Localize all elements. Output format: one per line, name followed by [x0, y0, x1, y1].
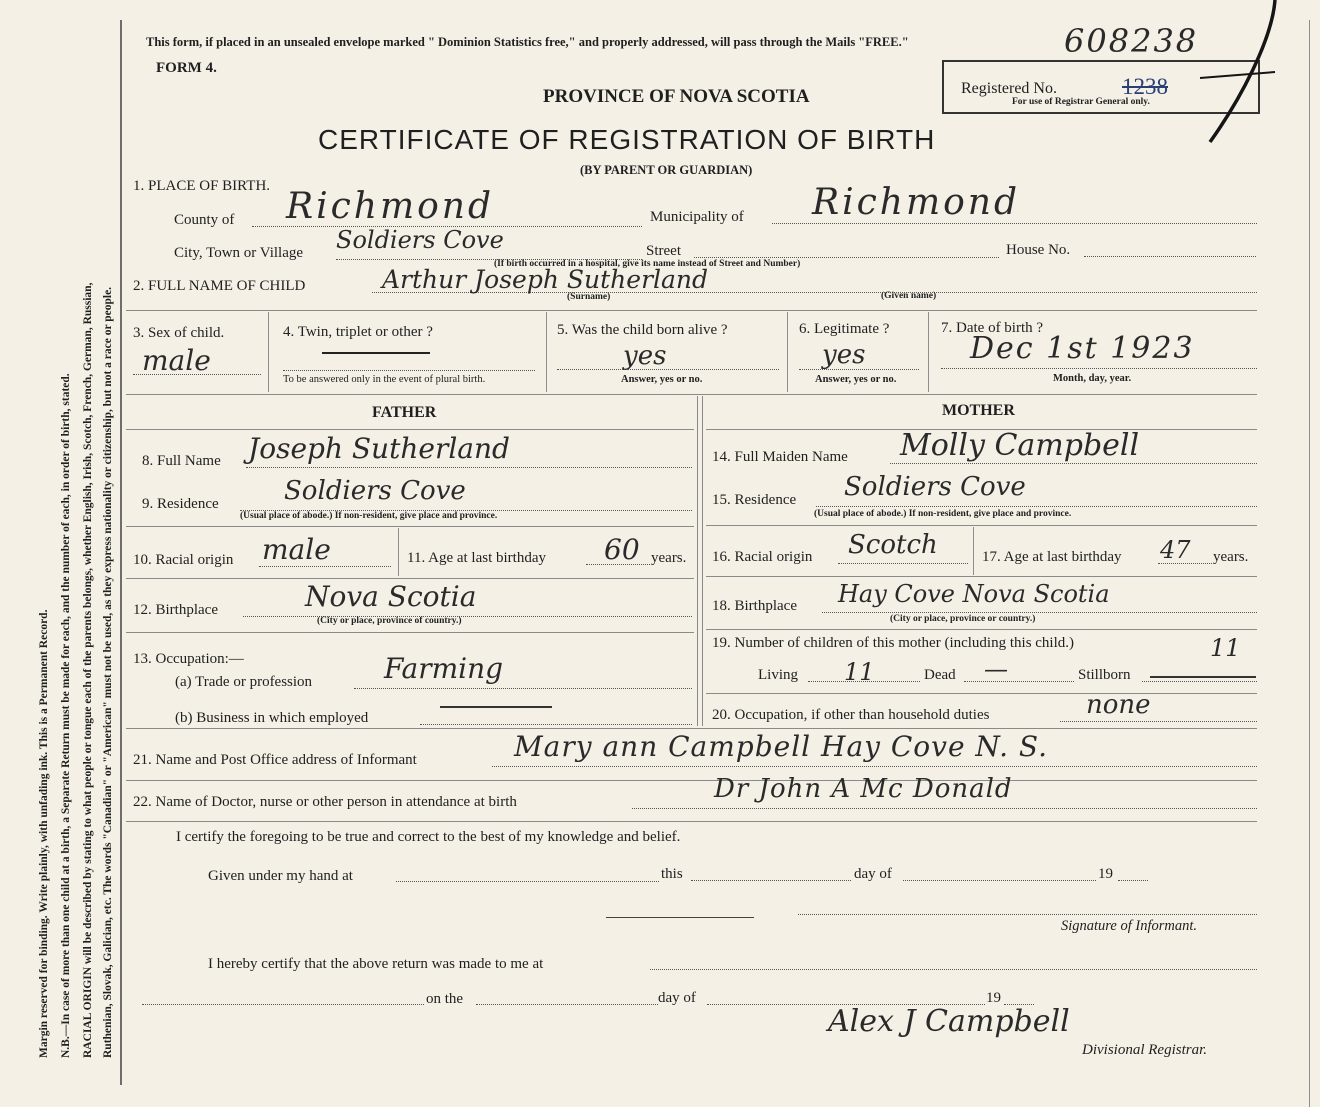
given-year-line [1118, 880, 1148, 881]
father-business-line [420, 724, 692, 725]
mother-residence-line [816, 506, 1257, 507]
mother-dead-label: Dead [924, 667, 956, 683]
street-note: (If birth occurred in a hospital, give its name instead of Street and Number) [494, 259, 801, 269]
mother-racial-value: Scotch [848, 530, 938, 560]
handwritten-number: 608238 [1064, 22, 1199, 60]
form-number: FORM 4. [156, 60, 217, 76]
on-year-label: 19 [986, 990, 1001, 1006]
margin-note-racial-origin-cont: Ruthenian, Slovak, Galician, etc. The words "Canadian" or "American" must not be used, as they express nationality or citizenship, but not a race or people. [102, 286, 114, 1058]
father-name-label: 8. Full Name [142, 453, 221, 469]
doctor-label: 22. Name of Doctor, nurse or other person in attendance at birth [133, 794, 517, 810]
twin-note: To be answered only in the event of plural birth. [283, 374, 486, 385]
mother-children-total: 11 [1210, 634, 1241, 662]
on-day-of-label: day of [658, 990, 696, 1006]
father-residence-value: Soldiers Cove [284, 476, 466, 506]
house-line [1084, 256, 1256, 257]
rule-2 [126, 394, 1257, 395]
given-day-line [903, 880, 1096, 881]
mother-racial-line [838, 563, 968, 564]
mother-age-label: 17. Age at last birthday [982, 549, 1122, 565]
place-of-birth-label: 1. PLACE OF BIRTH. [133, 178, 271, 194]
street-label: Street [646, 243, 681, 259]
given-year-label: 19 [1098, 866, 1113, 882]
mother-residence-note: (Usual place of abode.) If non-resident, give place and province. [814, 509, 1072, 519]
rule-4 [126, 780, 1257, 781]
twin-value-stroke [322, 352, 430, 354]
father-trade-line [354, 688, 692, 689]
father-occupation-label: 13. Occupation:— [133, 651, 244, 667]
mother-years: years. [1213, 549, 1249, 565]
margin-note-racial-origin: RACIAL ORIGIN will be described by stating to what people or tongue each of the parents belongs, whether English, Irish, Scotch, French, German, Russian, [82, 282, 94, 1058]
alive-value: yes [623, 341, 667, 371]
mother-living-label: Living [758, 667, 798, 683]
father-trade-value: Farming [384, 652, 504, 685]
sex-label: 3. Sex of child. [133, 325, 225, 341]
registered-value: 1238 [1122, 74, 1168, 99]
rule-f3 [126, 632, 694, 633]
legitimate-value: yes [822, 340, 866, 370]
mother-residence-value: Soldiers Cove [844, 472, 1026, 502]
margin-note-binding: Margin reserved for binding. Write plainly, with unfading ink. This is a Permanent Record. [38, 609, 50, 1058]
mother-name-label: 14. Full Maiden Name [712, 449, 848, 465]
alive-line [557, 369, 779, 370]
father-residence-label: 9. Residence [142, 496, 219, 512]
dob-line [941, 368, 1257, 369]
registrar-note: For use of Registrar General only. [1012, 97, 1150, 107]
father-age-label: 11. Age at last birthday [407, 550, 546, 566]
given-this-label: this [661, 866, 683, 882]
right-border-line [1309, 20, 1310, 1107]
margin-note-multiple-births: N.B.—In case of more than one child at a birth, a Separate Return must be made for each, and the number of each, in order of birth, stated. [60, 373, 72, 1058]
mother-occupation-label: 20. Occupation, if other than household duties [712, 707, 990, 723]
informant-label: 21. Name and Post Office address of Informant [133, 752, 417, 768]
divisional-registrar-label: Divisional Registrar. [1082, 1042, 1208, 1058]
twin-label: 4. Twin, triplet or other ? [283, 324, 433, 340]
informant-value: Mary ann Campbell Hay Cove N. S. [514, 730, 1049, 763]
mother-racial-label: 16. Racial origin [712, 549, 813, 565]
father-racial-line [259, 566, 391, 567]
registered-label: Registered No. [961, 80, 1057, 97]
mother-occupation-line [1060, 721, 1257, 722]
parent-divider [697, 396, 703, 726]
father-trade-label: (a) Trade or profession [175, 674, 313, 690]
mother-residence-label: 15. Residence [712, 492, 797, 508]
certify-statement: I certify the foregoing to be true and correct to the best of my knowledge and belief. [176, 829, 681, 845]
dob-value: Dec 1st 1923 [970, 331, 1195, 366]
mother-stillborn-stroke [1150, 676, 1256, 678]
father-birthplace-line [243, 616, 692, 617]
registrar-signature: Alex J Campbell [828, 1004, 1070, 1039]
rule-3 [126, 728, 1257, 729]
rule-f1 [126, 526, 694, 527]
dob-label: 7. Date of birth ? [941, 320, 1044, 336]
informant-line [492, 766, 1257, 767]
street-line [694, 257, 999, 258]
mother-heading: MOTHER [942, 402, 1015, 419]
vdiv-4 [928, 312, 929, 392]
father-residence-note: (Usual place of abode.) If non-resident, give place and province. [240, 511, 498, 521]
given-place-line [396, 881, 659, 882]
rule-father-head [126, 429, 694, 430]
rule-m1 [706, 525, 1257, 526]
doctor-line [632, 808, 1257, 809]
given-this-line [691, 880, 851, 881]
county-value: Richmond [286, 186, 495, 227]
municipality-label: Municipality of [650, 209, 744, 225]
father-racial-value: male [262, 533, 331, 566]
vdiv-3 [787, 312, 788, 392]
hereby-label: I hereby certify that the above return was made to me at [208, 956, 544, 972]
vdiv-m-age [973, 527, 974, 575]
doctor-value: Dr John A Mc Donald [714, 774, 1013, 804]
mother-children-label: 19. Number of children of this mother (including this child.) [712, 635, 1075, 651]
mother-stillborn-label: Stillborn [1078, 667, 1131, 683]
mother-dead-value: — [984, 655, 1008, 683]
mother-name-value: Molly Campbell [900, 428, 1140, 463]
informant-signature-rule-short [606, 917, 754, 918]
vdiv-1 [268, 312, 269, 392]
father-birthplace-label: 12. Birthplace [133, 602, 218, 618]
informant-signature-line [798, 914, 1257, 915]
municipality-value: Richmond [812, 182, 1021, 223]
father-name-line [246, 467, 692, 468]
legitimate-note: Answer, yes or no. [815, 374, 897, 385]
county-label: County of [174, 212, 235, 228]
father-birthplace-value: Nova Scotia [305, 580, 477, 613]
legitimate-label: 6. Legitimate ? [799, 321, 890, 337]
rule-5 [126, 821, 1257, 822]
alive-label: 5. Was the child born alive ? [557, 322, 728, 338]
city-value: Soldiers Cove [336, 226, 504, 254]
mother-age-value: 47 [1160, 536, 1191, 564]
father-business-value [440, 706, 552, 708]
child-name-label: 2. FULL NAME OF CHILD [133, 278, 306, 294]
mother-name-line [890, 463, 1257, 464]
hereby-line [650, 969, 1257, 970]
binding-margin-line [120, 20, 122, 1085]
mailing-notice: This form, if placed in an unsealed envelope marked " Dominion Statistics free," and properly addressed, will pass through the Mails "FREE." [146, 35, 909, 49]
father-years: years. [651, 550, 687, 566]
mother-dead-line [964, 681, 1074, 682]
father-birthplace-note: (City or place, province of country.) [317, 616, 462, 626]
mother-birthplace-label: 18. Birthplace [712, 598, 797, 614]
certificate-title: CERTIFICATE OF REGISTRATION OF BIRTH [318, 124, 936, 155]
certificate-subtitle: (BY PARENT OR GUARDIAN) [580, 163, 753, 177]
father-racial-label: 10. Racial origin [133, 552, 234, 568]
father-heading: FATHER [372, 404, 437, 421]
given-label: Given under my hand at [208, 868, 353, 884]
signature-informant-label: Signature of Informant. [1061, 918, 1198, 934]
given-day-of-label: day of [854, 866, 892, 882]
sex-value: male [142, 344, 211, 377]
rule-f2 [126, 578, 694, 579]
on-the-place-line [142, 1004, 424, 1005]
municipality-line [772, 223, 1257, 224]
twin-line [283, 370, 535, 371]
on-the-label: on the [426, 991, 464, 1007]
father-business-label: (b) Business in which employed [175, 710, 369, 726]
dob-note: Month, day, year. [1053, 373, 1132, 384]
mother-stillborn-line [1142, 681, 1257, 682]
province-heading: PROVINCE OF NOVA SCOTIA [543, 86, 810, 107]
mother-living-value: 11 [844, 658, 875, 686]
given-name-note: (Given name) [881, 291, 937, 301]
father-age-value: 60 [604, 533, 640, 566]
rule-m2 [706, 576, 1257, 577]
rule-m3 [706, 629, 1257, 630]
alive-note: Answer, yes or no. [621, 374, 703, 385]
legitimate-line [799, 369, 919, 370]
rule-m4 [706, 693, 1257, 694]
sex-line [133, 374, 261, 375]
vdiv-2 [546, 312, 547, 392]
father-name-value: Joseph Sutherland [248, 432, 510, 465]
child-name-value: Arthur Joseph Sutherland [382, 265, 709, 294]
pen-stroke [1180, 0, 1290, 150]
mother-occupation-value: none [1086, 690, 1151, 720]
rule-1 [126, 310, 1257, 311]
mother-birthplace-note: (City or place, province or country.) [890, 614, 1036, 624]
mother-birthplace-line [822, 612, 1257, 613]
mother-birthplace-value: Hay Cove Nova Scotia [838, 580, 1110, 608]
surname-note: (Surname) [567, 292, 611, 302]
house-label: House No. [1006, 242, 1071, 258]
city-label: City, Town or Village [174, 245, 304, 261]
vdiv-f-age [398, 528, 399, 576]
on-the-line [476, 1004, 658, 1005]
